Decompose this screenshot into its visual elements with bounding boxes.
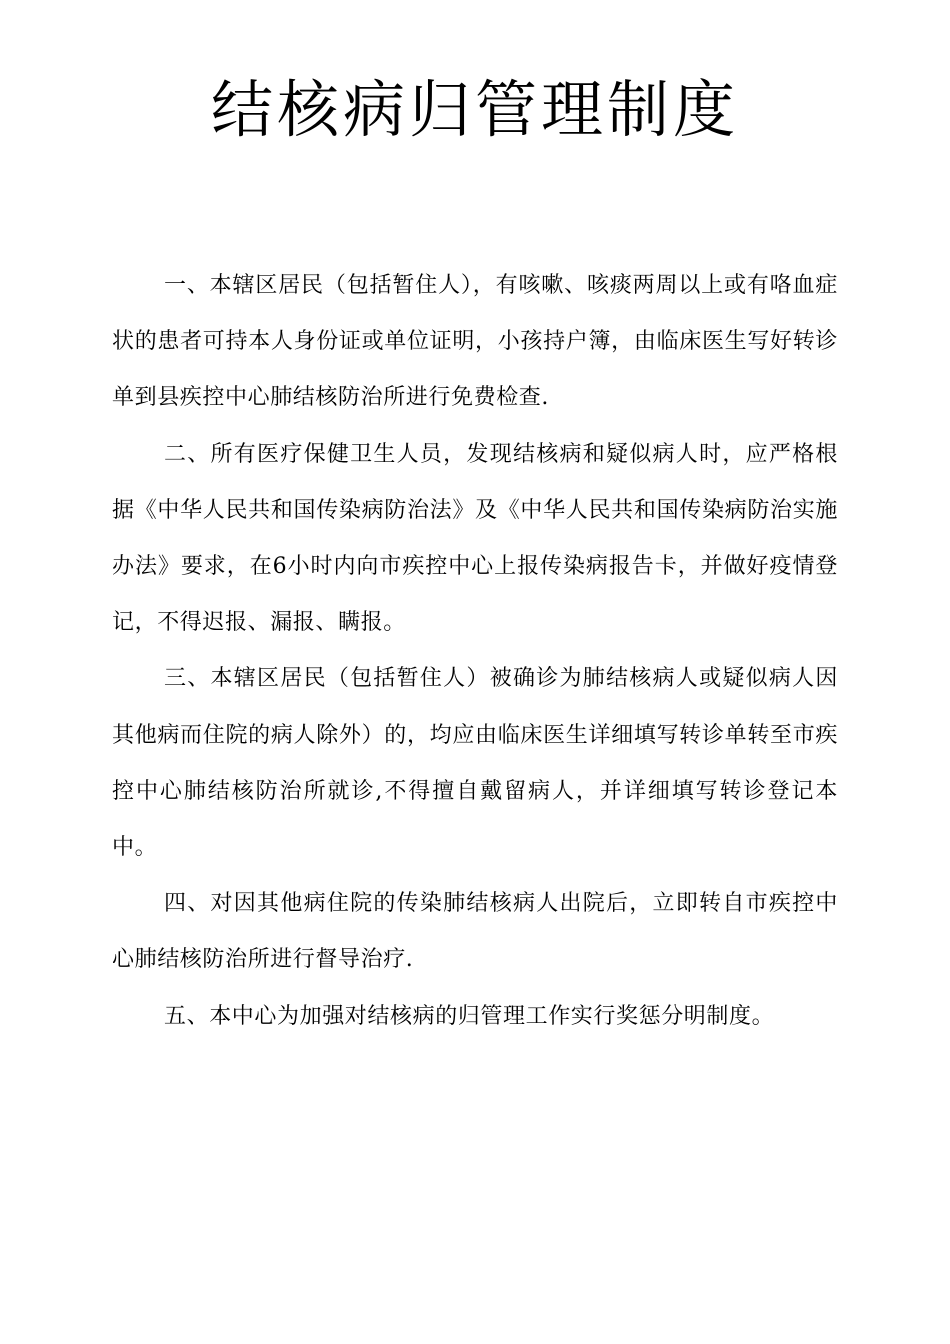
paragraph-2: 二、所有医疗保健卫生人员，发现结核病和疑似病人时，应严格根据《中华人民共和国传染病防治法》及《中华人民共和国传染病防治实施办法》要求，在6小时内向市疾控中心上报传染病报告卡，并做好疫情登记，不得迟报、漏报、瞒报。 (112, 441, 838, 636)
paragraph-5: 五、本中心为加强对结核病的归管理工作实行奖惩分明制度。 (164, 1003, 775, 1029)
paragraph-3: 三、本辖区居民（包括暂住人）被确诊为肺结核病人或疑似病人因其他病而住院的病人除外）的，均应由临床医生详细填写转诊单转至市疾控中心肺结核防治所就诊,不得擅自戴留病人，并详细填写转诊登记本中。 (112, 666, 838, 861)
paragraph-4: 四、对因其他病住院的传染肺结核病人出院后，立即转自市疾控中心肺结核防治所进行督导治疗. (112, 891, 838, 973)
paragraph-1: 一、本辖区居民（包括暂住人），有咳嗽、咳痰两周以上或有咯血症状的患者可持本人身份证或单位证明，小孩持户簿，由临床医生写好转诊单到县疾控中心肺结核防治所进行免费检查. (112, 273, 838, 411)
document-body (112, 258, 838, 1045)
document-title: 结核病归管理制度 (210, 73, 739, 146)
